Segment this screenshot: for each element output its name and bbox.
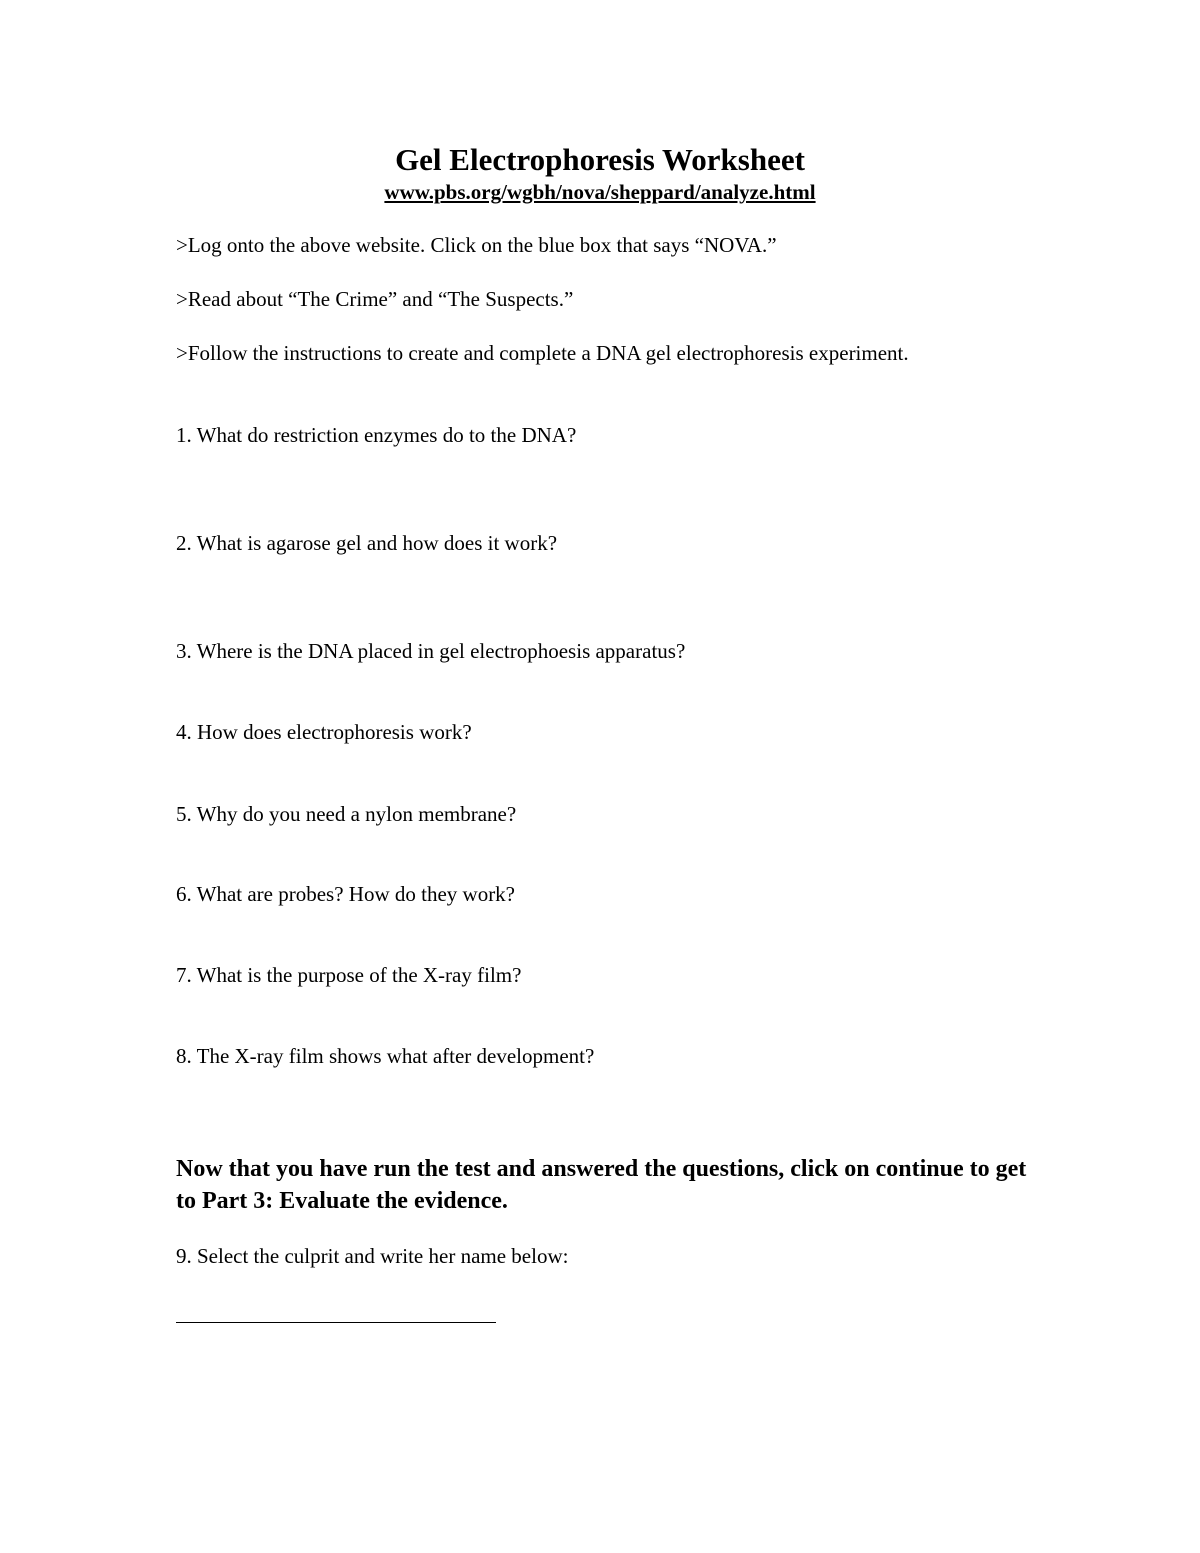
question-9: 9. Select the culprit and write her name below: — [176, 1244, 569, 1268]
question-3: 3. Where is the DNA placed in gel electrophoesis apparatus? — [176, 639, 686, 663]
question-2: 2. What is agarose gel and how does it work? — [176, 531, 558, 555]
question-7: 7. What is the purpose of the X-ray film? — [176, 963, 522, 987]
culprit-answer-line — [176, 1322, 496, 1323]
source-url-link[interactable]: www.pbs.org/wgbh/nova/sheppard/analyze.html — [384, 180, 816, 204]
question-4: 4. How does electrophoresis work? — [176, 720, 472, 744]
worksheet-title: Gel Electrophoresis Worksheet — [395, 142, 805, 177]
continue-note: Now that you have run the test and answered the questions, click on continue to get to Part 3: Evaluate the evidence. — [176, 1156, 1027, 1214]
question-1: 1. What do restriction enzymes do to the DNA? — [176, 423, 577, 447]
instruction-read-about: >Read about “The Crime” and “The Suspects.” — [176, 287, 574, 311]
question-8: 8. The X-ray film shows what after development? — [176, 1044, 595, 1068]
instruction-log-on: >Log onto the above website. Click on the blue box that says “NOVA.” — [176, 233, 777, 257]
question-6: 6. What are probes? How do they work? — [176, 882, 516, 906]
question-5: 5. Why do you need a nylon membrane? — [176, 802, 517, 826]
instruction-follow: >Follow the instructions to create and complete a DNA gel electrophoresis experiment. — [176, 341, 909, 365]
